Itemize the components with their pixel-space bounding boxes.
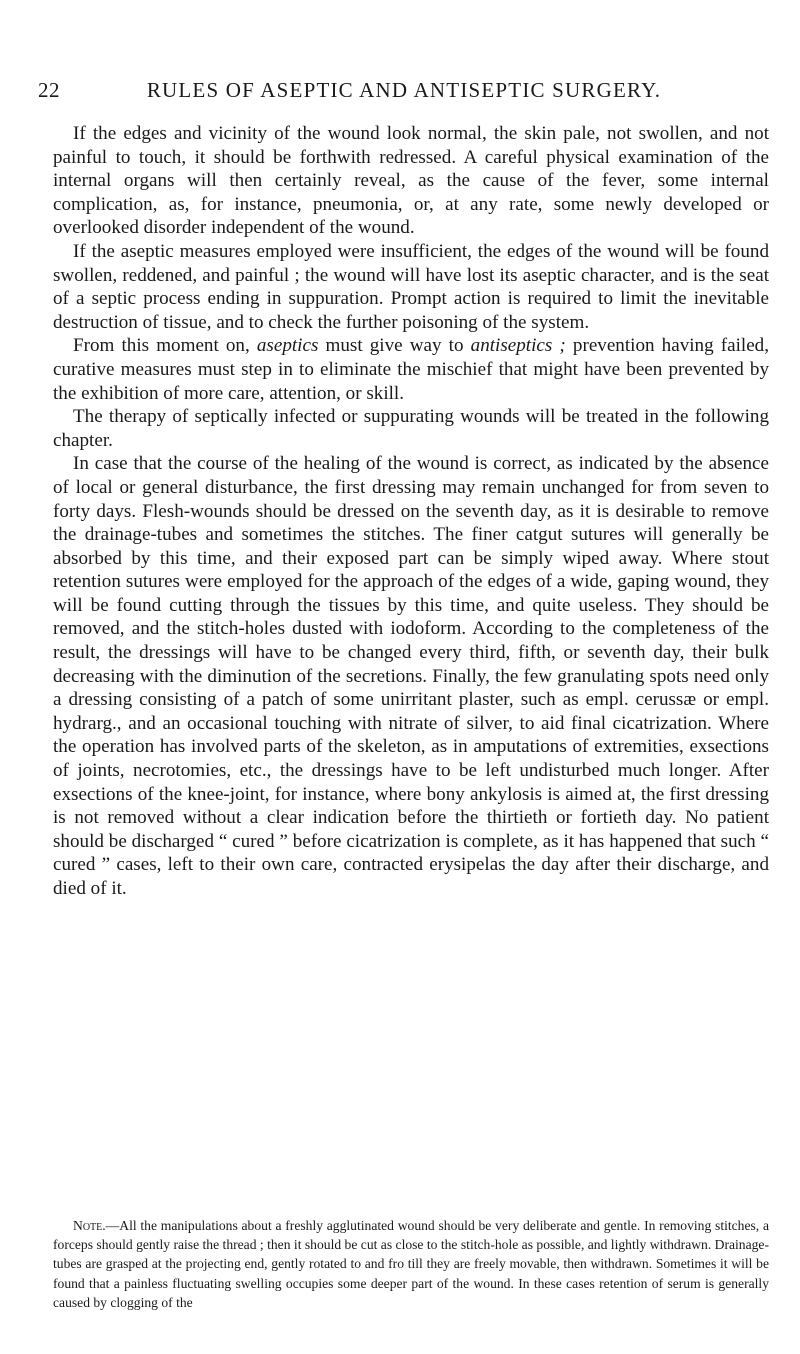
body-text [53, 122, 769, 901]
paragraph-dressing-course: In case that the course of the healing of the wound is correct, as indicated by the absence of local or general disturbance, the first dressing may remain unchanged for from seven to forty days. Flesh-wounds should be dressed on the seventh day, as it is desirable to remove the drainage-tubes and sometimes the stitches. The finer catgut sutures will generally be absorbed by this time, and their exposed part can be simply wiped away. Where stout retention sutures were employed for the approach of the edges of a wide, gaping wound, they will be found cutting through the tissues by this time, and quite useless. They should be removed, and the stitch-holes dusted with iodoform. According to the completeness of the result, the dressings will have to be changed every third, fifth, or seventh day, their bulk decreasing with the diminution of the secretions. Finally, the few granulating spots need only a dressing consisting of a patch of some unirritant plaster, such as empl. cerussæ or empl. hydrarg., and an occasional touching with nitrate of silver, to aid final cicatrization. Where the operation has involved parts of the skeleton, as in amputations of extremities, exsections of joints, necrotomies, etc., the dressings have to be left undisturbed much longer. After exsections of the knee-joint, for instance, where bony ankylosis is aimed at, the first dressing is not removed without a clear indication before the thirtieth or fortieth day. No patient should be discharged “ cured ” before cicatrization is complete, as it has happened that such “ cured ” cases, left to their own care, contracted erysipelas the day after their discharge, and died of it. [53, 453, 769, 899]
term-aseptics: aseptics [256, 335, 319, 357]
page-header [38, 78, 740, 106]
paragraph-therapy: The therapy of septically infected or suppurating wounds will be treated in the following chapter. [53, 406, 769, 451]
paragraph-fever-cause: If the edges and vicinity of the wound look normal, the skin pale, not swollen, and not painful to touch, it should be forthwith redressed. A careful physical examination of the internal organs will then certainly reveal, as the cause of the fever, some internal complication, as, for instance, pneumonia, or, at any rate, some newly developed or overlooked disorder independent of the wound. [53, 123, 769, 239]
running-title: RULES OF ASEPTIC AND ANTISEPTIC SURGERY. [146, 78, 662, 102]
paragraph-antiseptics-b: must give way to [318, 335, 471, 357]
page-number: 22 [38, 78, 60, 102]
paragraph-antiseptics-c: prevention having failed, curative measures must step in to eliminate the mischief that might have been prevented by the exhibition of more care, attention, or skill. [53, 335, 769, 404]
term-antiseptics: antiseptics ; [470, 335, 566, 357]
footnote [53, 1216, 769, 1312]
paragraph-antiseptics-a: From this moment on, [73, 335, 257, 357]
paragraph-insufficient-asepsis: If the aseptic measures employed were insufficient, the edges of the wound will be found swollen, reddened, and painful ; the wound will have lost its aseptic character, and is the seat of a septic process ending in suppuration. Prompt action is required to limit the inevitable destruction of tissue, and to check the further poisoning of the system. [53, 240, 769, 333]
note-label: Note. [73, 1218, 106, 1233]
paragraph-antiseptics [53, 334, 769, 405]
note-text: —All the manipulations about a freshly agglutinated wound should be very deliberate and gentle. In removing stitches, a forceps should gently raise the thread ; then it should be cut as close to the stitch-hole as possible, and lightly withdrawn. Drainage-tubes are grasped at the projecting end, gently rotated to and fro till they are freely movable, then withdrawn. Sometimes it will be found that a painless fluctuating swelling occupies some deeper part of the wound. In these cases retention of serum is generally caused by clogging of the [53, 1218, 769, 1310]
